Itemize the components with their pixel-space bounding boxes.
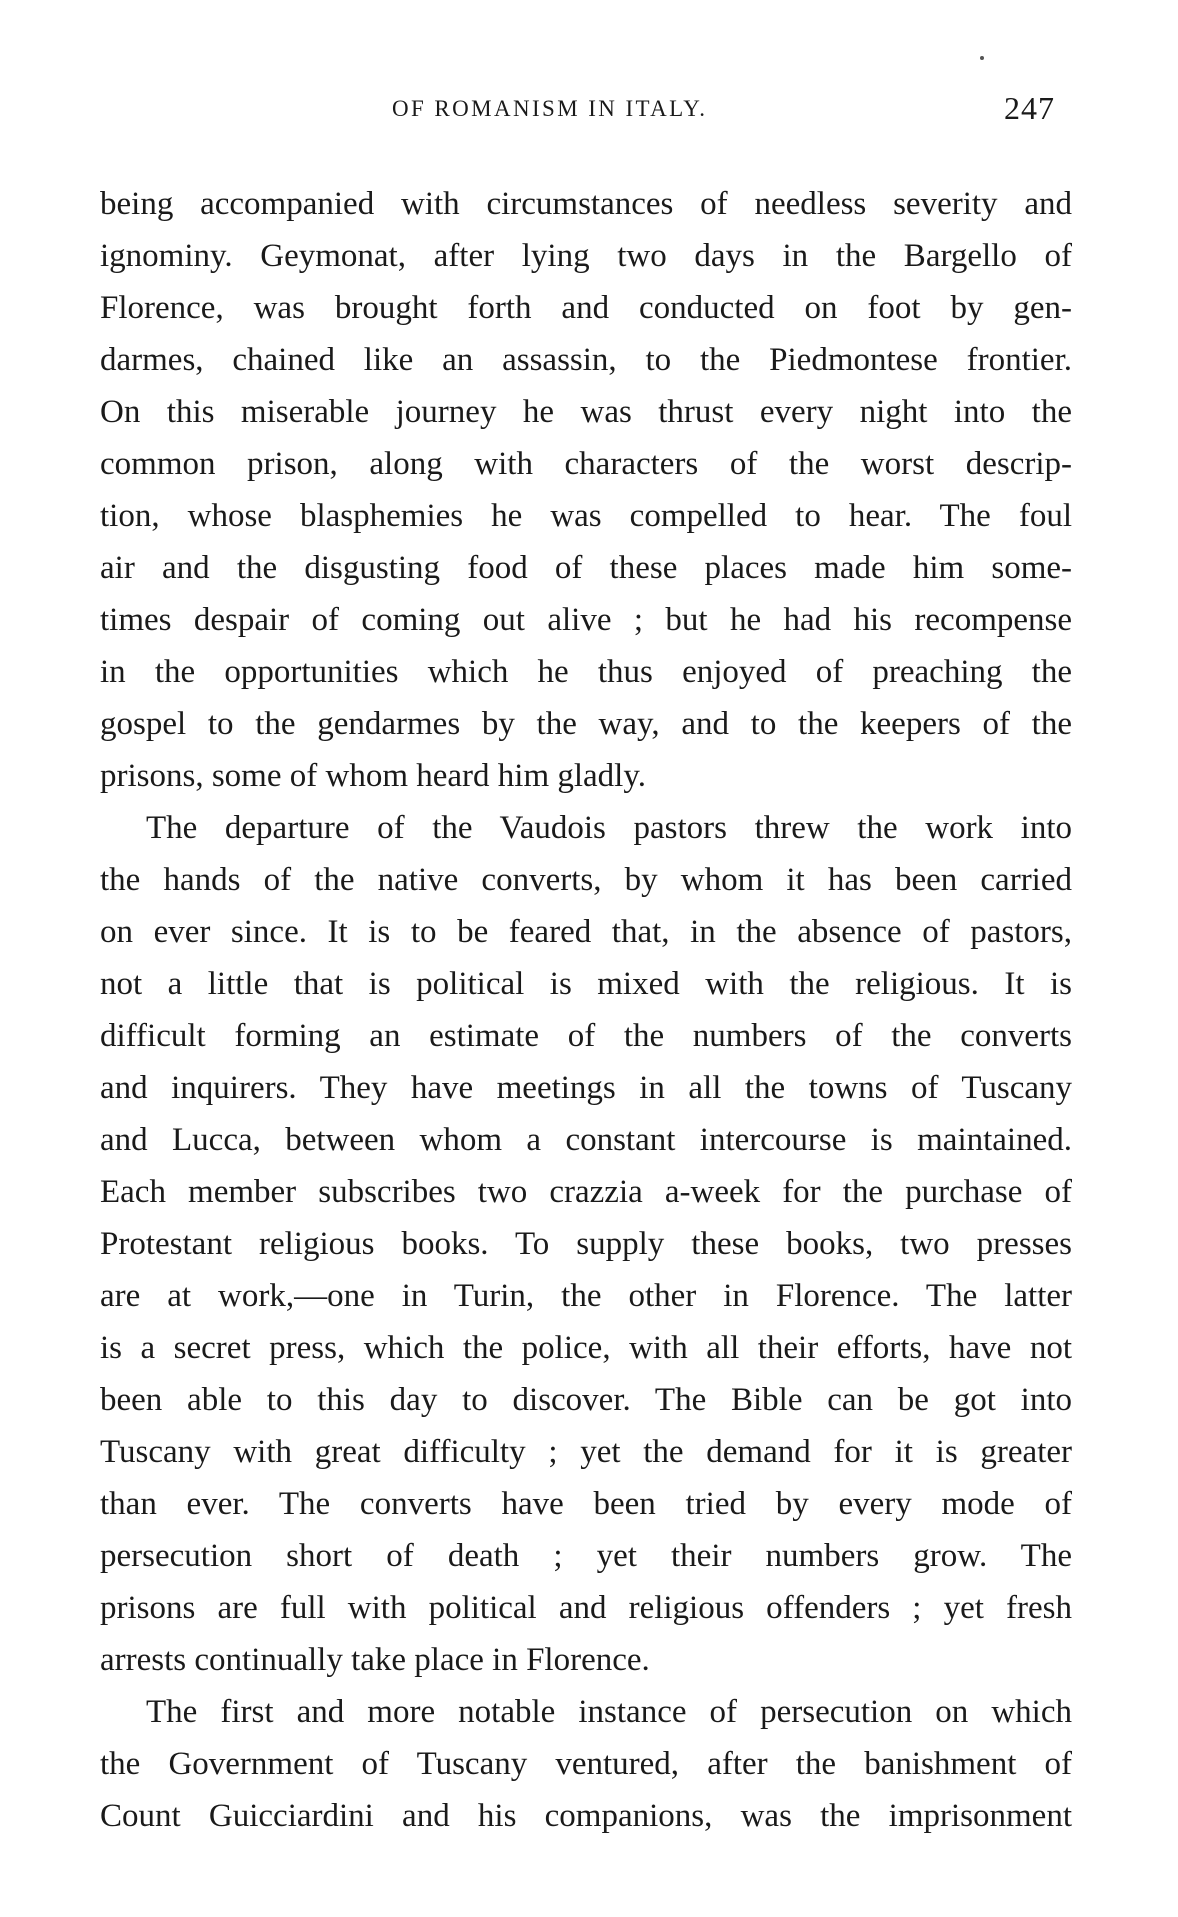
text-line: The departure of the Vaudois pastors threw the work into bbox=[146, 810, 1072, 846]
text-line: gospel to the gendarmes by the way, and to the keepers of the bbox=[100, 706, 1072, 742]
text-line: Count Guicciardini and his companions, was the imprisonment bbox=[100, 1798, 1072, 1834]
text-line: and Lucca, between whom a constant intercourse is maintained. bbox=[100, 1122, 1072, 1158]
text-line: are at work,—one in Turin, the other in Florence. The latter bbox=[100, 1278, 1072, 1314]
text-line: the Government of Tuscany ventured, after the banishment of bbox=[100, 1746, 1072, 1782]
text-line: is a secret press, which the police, with all their efforts, have not bbox=[100, 1330, 1072, 1366]
text-line: being accompanied with circumstances of needless severity and bbox=[100, 186, 1072, 222]
paragraph bbox=[100, 802, 1072, 1686]
text-line: Each member subscribes two crazzia a-week for the purchase of bbox=[100, 1174, 1072, 1210]
text-line: in the opportunities which he thus enjoyed of preaching the bbox=[100, 654, 1072, 690]
ink-speck bbox=[980, 56, 984, 60]
text-line: than ever. The converts have been tried by every mode of bbox=[100, 1486, 1072, 1522]
body-text bbox=[100, 178, 1072, 1842]
text-line: the hands of the native converts, by whom it has been carried bbox=[100, 862, 1072, 898]
text-line: difficult forming an estimate of the numbers of the converts bbox=[100, 1018, 1072, 1054]
text-line: The first and more notable instance of persecution on which bbox=[146, 1694, 1072, 1730]
text-line: air and the disgusting food of these places made him some- bbox=[100, 550, 1072, 586]
text-line: common prison, along with characters of the worst descrip- bbox=[100, 446, 1072, 482]
text-line: not a little that is political is mixed with the religious. It is bbox=[100, 966, 1072, 1002]
text-line: Florence, was brought forth and conducted on foot by gen- bbox=[100, 290, 1072, 326]
paragraph bbox=[100, 178, 1072, 802]
text-line: prisons are full with political and religious offenders ; yet fresh bbox=[100, 1590, 1072, 1626]
running-title: OF ROMANISM IN ITALY. bbox=[392, 96, 708, 121]
text-line: and inquirers. They have meetings in all the towns of Tuscany bbox=[100, 1070, 1072, 1106]
text-line: persecution short of death ; yet their numbers grow. The bbox=[100, 1538, 1072, 1574]
text-line: ignominy. Geymonat, after lying two days in the Bargello of bbox=[100, 238, 1072, 274]
page-number: 247 bbox=[1004, 90, 1055, 126]
paragraph bbox=[100, 1686, 1072, 1842]
text-line: darmes, chained like an assassin, to the Piedmontese frontier. bbox=[100, 342, 1072, 378]
text-line: tion, whose blasphemies he was compelled to hear. The foul bbox=[100, 498, 1072, 534]
text-line: prisons, some of whom heard him gladly. bbox=[100, 758, 646, 794]
text-line: on ever since. It is to be feared that, in the absence of pastors, bbox=[100, 914, 1072, 950]
text-line: Protestant religious books. To supply these books, two presses bbox=[100, 1226, 1072, 1262]
running-head bbox=[0, 90, 1178, 136]
text-line: been able to this day to discover. The Bible can be got into bbox=[100, 1382, 1072, 1418]
text-line: Tuscany with great difficulty ; yet the demand for it is greater bbox=[100, 1434, 1072, 1470]
text-line: arrests continually take place in Florence. bbox=[100, 1642, 650, 1678]
text-line: On this miserable journey he was thrust every night into the bbox=[100, 394, 1072, 430]
text-line: times despair of coming out alive ; but he had his recompense bbox=[100, 602, 1072, 638]
